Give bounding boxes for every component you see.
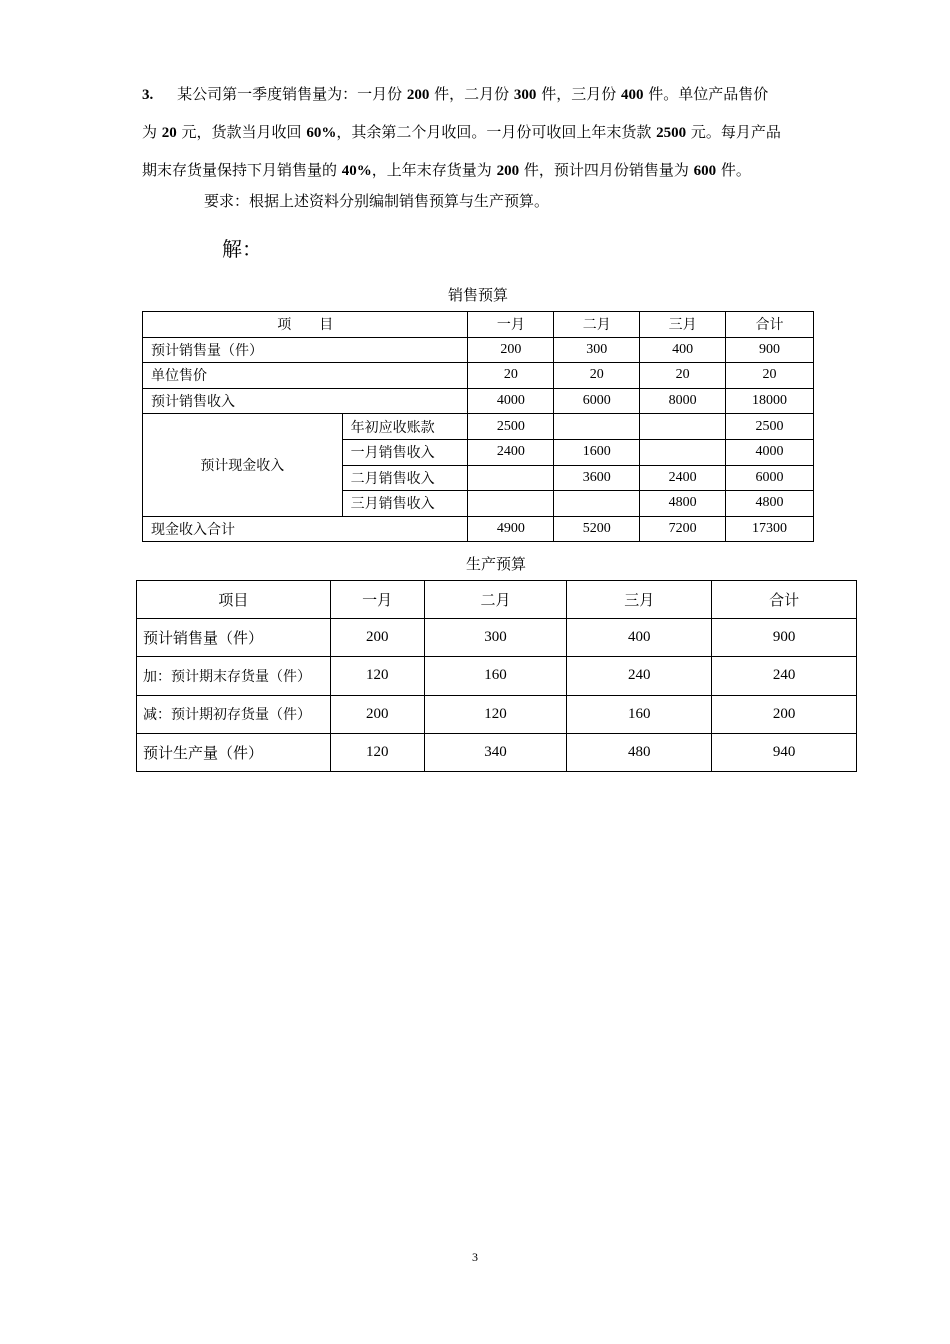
text-span: 400 <box>620 87 644 103</box>
table-cell: 300 <box>424 619 567 657</box>
row-label: 二月销售收入 <box>342 465 468 491</box>
text-span: 件，三月份 <box>536 85 621 103</box>
table-cell: 240 <box>567 657 712 695</box>
table-cell: 900 <box>712 619 857 657</box>
header-cell: 二月 <box>424 581 567 619</box>
table-row <box>143 388 814 414</box>
table-cell: 4900 <box>468 516 554 542</box>
table-cell: 200 <box>330 619 424 657</box>
text-span: 期末存货量保持下月销售量的 <box>142 161 342 179</box>
text-span: 某公司第一季度销售量为：一月份 <box>177 85 407 103</box>
row-label: 现金收入合计 <box>143 516 468 542</box>
table-cell: 20 <box>554 363 640 389</box>
text-span: 2500 <box>656 125 687 141</box>
text-span: 300 <box>513 87 537 103</box>
header-cell: 项目 <box>137 581 331 619</box>
table-cell: 20 <box>640 363 726 389</box>
table-cell: 940 <box>712 733 857 771</box>
row-label: 三月销售收入 <box>342 491 468 517</box>
text-span: 40% <box>341 163 372 179</box>
text-span: 600 <box>693 163 717 179</box>
table-cell: 6000 <box>554 388 640 414</box>
table-cell: 4800 <box>726 491 814 517</box>
table-cell: 20 <box>468 363 554 389</box>
text-span: 元。每月产品 <box>686 123 781 141</box>
sales-budget-table <box>142 311 814 542</box>
header-cell: 合计 <box>726 312 814 338</box>
table-cell <box>468 491 554 517</box>
table-cell: 20 <box>726 363 814 389</box>
table-row <box>137 733 857 771</box>
header-cell: 项 目 <box>143 312 468 338</box>
text-span: 件，二月份 <box>429 85 514 103</box>
table-header-row <box>137 581 857 619</box>
table-cell: 160 <box>567 695 712 733</box>
table-cell: 2500 <box>726 414 814 440</box>
text-span: ，其余第二个月收回。一月份可收回上年末货款 <box>336 123 657 141</box>
table-cell <box>554 491 640 517</box>
table-cell: 18000 <box>726 388 814 414</box>
text-span: 200 <box>496 163 520 179</box>
table-cell: 400 <box>640 337 726 363</box>
row-label: 年初应收账款 <box>342 414 468 440</box>
table-cell <box>554 414 640 440</box>
table-cell: 4000 <box>726 439 814 465</box>
table-cell <box>640 414 726 440</box>
header-cell: 三月 <box>640 312 726 338</box>
table-cell: 2400 <box>640 465 726 491</box>
table-cell: 240 <box>712 657 857 695</box>
text-span: 元，货款当月收回 <box>176 123 307 141</box>
text-span: 200 <box>406 87 430 103</box>
table-cell: 200 <box>712 695 857 733</box>
row-label: 单位售价 <box>143 363 468 389</box>
production-budget-title: 生产预算 <box>465 555 526 573</box>
table-row <box>137 657 857 695</box>
table-header-row <box>143 312 814 338</box>
text-span: 60% <box>306 125 337 141</box>
table-cell: 480 <box>567 733 712 771</box>
page-number: 3 <box>472 1250 478 1264</box>
requirement-text: 要求：根据上述资料分别编制销售预算与生产预算。 <box>204 192 550 210</box>
table-cell: 400 <box>567 619 712 657</box>
table-cell: 200 <box>330 695 424 733</box>
header-cell: 一月 <box>468 312 554 338</box>
answer-label: 解： <box>222 237 262 261</box>
problem-number: 3. <box>142 87 154 103</box>
text-span: 20 <box>161 125 177 141</box>
row-label: 一月销售收入 <box>342 439 468 465</box>
table-cell: 8000 <box>640 388 726 414</box>
header-cell: 一月 <box>330 581 424 619</box>
text-span: 件，预计四月份销售量为 <box>519 161 694 179</box>
table-row <box>137 619 857 657</box>
table-cell: 6000 <box>726 465 814 491</box>
table-cell: 120 <box>424 695 567 733</box>
table-cell: 200 <box>468 337 554 363</box>
table-row <box>143 414 814 440</box>
problem-line-2 <box>142 113 860 152</box>
table-row <box>143 337 814 363</box>
table-cell: 300 <box>554 337 640 363</box>
table-cell: 17300 <box>726 516 814 542</box>
text-span: 件。单位产品售价 <box>643 85 769 103</box>
table-cell <box>468 465 554 491</box>
row-label: 预计销售收入 <box>143 388 468 414</box>
table-cell: 340 <box>424 733 567 771</box>
table-cell: 1600 <box>554 439 640 465</box>
row-label: 加：预计期末存货量（件） <box>137 657 331 695</box>
table-cell: 4000 <box>468 388 554 414</box>
table-cell: 120 <box>330 657 424 695</box>
table-cell: 160 <box>424 657 567 695</box>
table-cell: 7200 <box>640 516 726 542</box>
text-span: 为 <box>142 123 162 141</box>
problem-line-1 <box>142 75 860 114</box>
table-cell: 3600 <box>554 465 640 491</box>
table-row <box>143 516 814 542</box>
row-label: 减：预计期初存货量（件） <box>137 695 331 733</box>
text-span: ，上年末存货量为 <box>371 161 497 179</box>
problem-line-3 <box>142 151 860 190</box>
cash-group-label: 预计现金收入 <box>143 414 343 516</box>
row-label: 预计销售量（件） <box>137 619 331 657</box>
table-row <box>137 695 857 733</box>
header-cell: 二月 <box>554 312 640 338</box>
table-cell: 120 <box>330 733 424 771</box>
table-cell <box>640 439 726 465</box>
header-cell: 合计 <box>712 581 857 619</box>
row-label: 预计销售量（件） <box>143 337 468 363</box>
table-cell: 900 <box>726 337 814 363</box>
table-cell: 4800 <box>640 491 726 517</box>
table-cell: 2400 <box>468 439 554 465</box>
text-span: 件。 <box>716 161 751 179</box>
table-row <box>143 363 814 389</box>
row-label: 预计生产量（件） <box>137 733 331 771</box>
sales-budget-title: 销售预算 <box>447 286 508 304</box>
table-cell: 5200 <box>554 516 640 542</box>
table-cell: 2500 <box>468 414 554 440</box>
production-budget-table <box>136 580 857 772</box>
header-cell: 三月 <box>567 581 712 619</box>
